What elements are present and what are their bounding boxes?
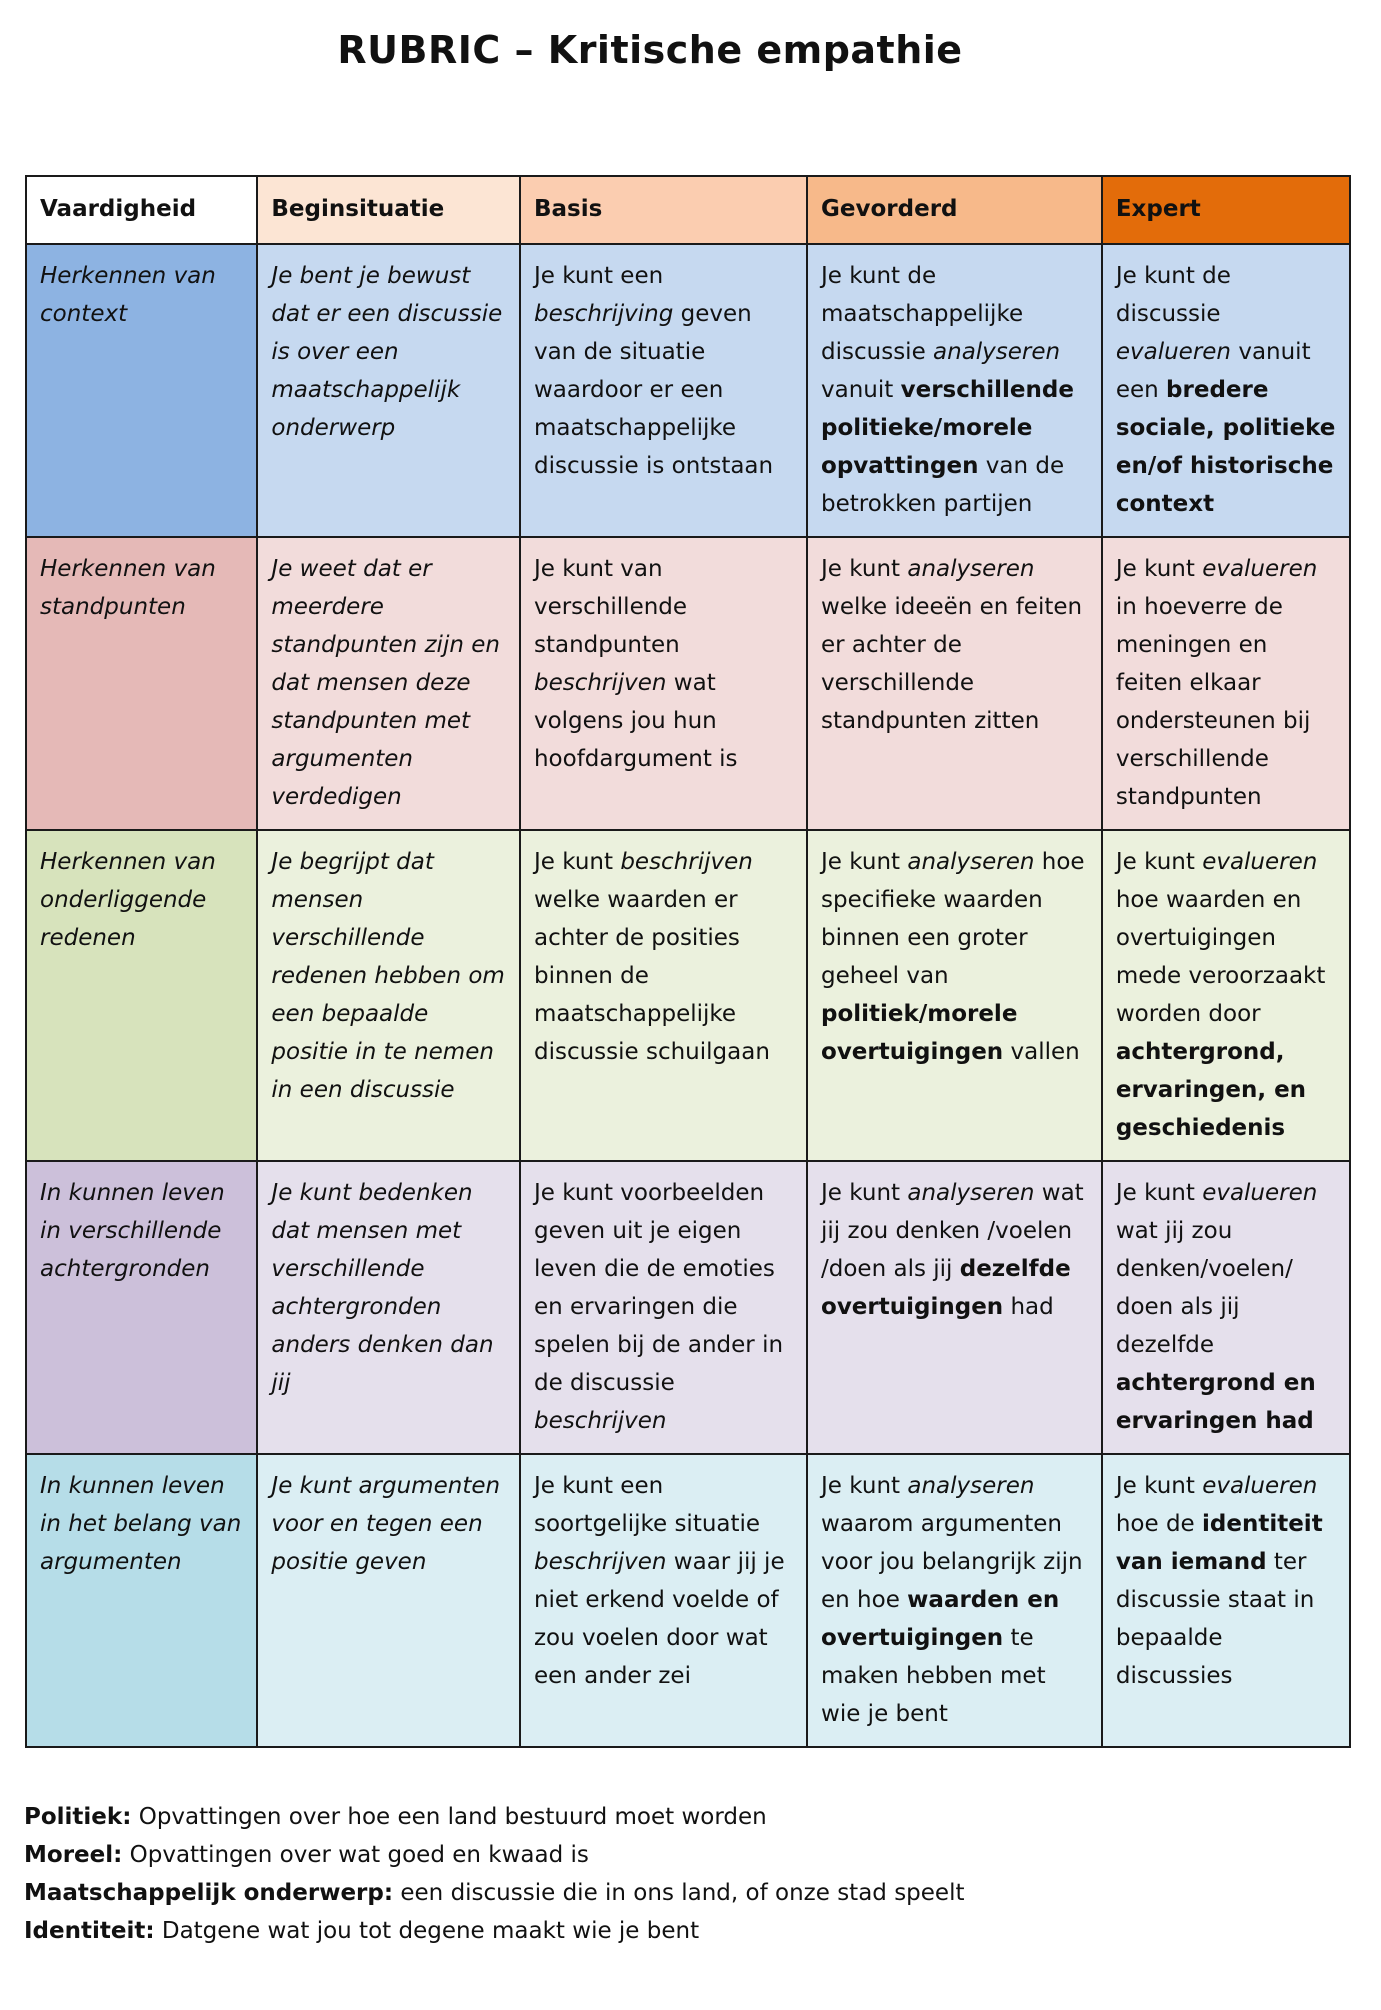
- level-cell-gevorderd: [807, 830, 1102, 1161]
- cell-text: evalueren: [1202, 556, 1318, 582]
- skill-cell: Herkennen van standpunten: [26, 537, 257, 830]
- cell-text: ter discussie staat in bepaalde discussies: [1115, 1549, 1315, 1689]
- header-row: [26, 176, 1350, 244]
- cell-text: politiek/morele overtuigingen: [821, 1001, 1018, 1065]
- cell-text: Je kunt: [821, 556, 908, 582]
- cell-text: wat jij zou denken/voelen/ doen als jij dezelfde: [1115, 1218, 1293, 1358]
- header-beginsituatie: Beginsituatie: [257, 176, 520, 244]
- cell-text: Je weet dat er meerdere standpunten zijn en dat mensen deze standpunten met argumenten verdedigen: [271, 556, 500, 810]
- cell-text: Je kunt: [1115, 556, 1203, 582]
- rubric-row: [26, 244, 1350, 537]
- rubric-table: [25, 175, 1351, 1748]
- cell-text: vallen: [1003, 1039, 1080, 1065]
- cell-text: Je bent je bewust dat er een discussie is over een maatschappelijk onderwerp: [271, 263, 503, 441]
- level-cell-expert: [1102, 1454, 1350, 1747]
- legend-term: Politiek:: [24, 1804, 132, 1830]
- cell-text: analyseren: [907, 556, 1035, 582]
- level-cell-gevorderd: [807, 244, 1102, 537]
- level-cell-expert: [1102, 244, 1350, 537]
- cell-text: hoe specifieke waarden binnen een groter geheel van: [821, 849, 1085, 989]
- level-cell-basis: [520, 537, 807, 830]
- legend-text: Opvattingen over hoe een land bestuurd moet worden: [131, 1804, 767, 1830]
- cell-text: verschillende politieke/morele opvattingen: [821, 377, 1074, 479]
- cell-text: evalueren: [1202, 1473, 1318, 1499]
- legend-item: [24, 1874, 965, 1912]
- cell-text: Je kunt een soortgelijke situatie: [533, 1473, 761, 1537]
- cell-text: Je kunt: [533, 849, 621, 875]
- legend-term: Maatschappelijk onderwerp:: [24, 1880, 394, 1906]
- cell-text: evalueren: [1202, 849, 1318, 875]
- level-cell-beginsituatie: [257, 1161, 520, 1454]
- cell-text: Je kunt: [821, 849, 908, 875]
- cell-text: evalueren: [1115, 339, 1232, 365]
- cell-text: Je kunt argumenten voor en tegen een positie geven: [271, 1473, 501, 1575]
- cell-text: in hoeverre de meningen en feiten elkaar ondersteunen bij verschillende standpunten: [1115, 594, 1311, 810]
- level-cell-beginsituatie: [257, 1454, 520, 1747]
- cell-text: hoe waarden en overtuigingen mede veroorzaakt worden door: [1115, 887, 1326, 1027]
- legend-item: [24, 1798, 965, 1836]
- level-cell-basis: [520, 244, 807, 537]
- skill-cell: In kunnen leven in verschillende achtergronden: [26, 1161, 257, 1454]
- cell-text: dezelfde overtuigingen: [821, 1256, 1071, 1320]
- level-cell-gevorderd: [807, 1454, 1102, 1747]
- legend-item: [24, 1836, 965, 1874]
- cell-text: vanuit een: [1115, 339, 1311, 403]
- cell-text: geven van de situatie waardoor er een maatschappelijke discussie is ontstaan: [533, 301, 774, 479]
- skill-cell: In kunnen leven in het belang van argumenten: [26, 1454, 257, 1747]
- cell-text: wat jij zou denken /voelen /doen als jij: [821, 1180, 1084, 1282]
- cell-text: Je kunt de discussie: [1115, 263, 1231, 327]
- legend-item: [24, 1912, 965, 1950]
- level-cell-beginsituatie: [257, 537, 520, 830]
- cell-text: achtergrond, ervaringen, en geschiedenis: [1115, 1039, 1307, 1141]
- level-cell-expert: [1102, 537, 1350, 830]
- cell-text: waar jij je niet erkend voelde of zou voelen door wat een ander zei: [533, 1549, 785, 1689]
- level-cell-basis: [520, 1454, 807, 1747]
- cell-text: Je kunt: [1115, 1180, 1203, 1206]
- rubric-row: [26, 1161, 1350, 1454]
- level-cell-basis: [520, 1161, 807, 1454]
- skill-cell: Herkennen van onderliggende redenen: [26, 830, 257, 1161]
- skill-cell: Herkennen van context: [26, 244, 257, 537]
- cell-text: Je kunt de maatschappelijke discussie: [821, 263, 1024, 365]
- rubric-row: [26, 1454, 1350, 1747]
- page-title: RUBRIC – Kritische empathie: [337, 28, 963, 72]
- rubric-row: [26, 830, 1350, 1161]
- cell-text: Je kunt een: [533, 263, 664, 289]
- cell-text: achtergrond en ervaringen had: [1115, 1370, 1316, 1434]
- cell-text: analyseren: [933, 339, 1061, 365]
- legend-term: Identiteit:: [24, 1918, 155, 1944]
- level-cell-expert: [1102, 830, 1350, 1161]
- cell-text: Je begrijpt dat mensen verschillende redenen hebben om een bepaalde positie in te nemen in een discussie: [271, 849, 505, 1103]
- cell-text: evalueren: [1202, 1180, 1318, 1206]
- cell-text: hoe de: [1115, 1511, 1203, 1537]
- legend: [24, 1798, 965, 1950]
- cell-text: Je kunt: [821, 1473, 908, 1499]
- level-cell-beginsituatie: [257, 244, 520, 537]
- cell-text: waarom argumenten voor jou belangrijk zijn en hoe: [821, 1511, 1083, 1613]
- level-cell-gevorderd: [807, 537, 1102, 830]
- legend-text: Datgene wat jou tot degene maakt wie je bent: [154, 1918, 700, 1944]
- cell-text: welke waarden er achter de posities binnen de maatschappelijke discussie schuilgaan: [533, 887, 770, 1065]
- cell-text: bredere sociale, politieke en/of historische context: [1115, 377, 1336, 517]
- level-cell-basis: [520, 830, 807, 1161]
- cell-text: te maken hebben met wie je bent: [821, 1625, 1046, 1727]
- legend-text: Opvattingen over wat goed en kwaad is: [122, 1842, 589, 1868]
- cell-text: analyseren: [907, 1180, 1035, 1206]
- cell-text: beschrijven: [533, 670, 667, 696]
- header-expert: Expert: [1102, 176, 1350, 244]
- header-vaardigheid: Vaardigheid: [26, 176, 257, 244]
- cell-text: Je kunt voorbeelden geven uit je eigen leven die de emoties en ervaringen die spelen bij de ander in de discussie: [533, 1180, 784, 1396]
- cell-text: analyseren: [907, 849, 1035, 875]
- cell-text: waarden en overtuigingen: [821, 1587, 1060, 1651]
- cell-text: wat volgens jou hun hoofdargument is: [533, 670, 738, 772]
- cell-text: had: [1003, 1294, 1054, 1320]
- cell-text: beschrijven: [533, 1408, 667, 1434]
- level-cell-beginsituatie: [257, 830, 520, 1161]
- cell-text: analyseren: [907, 1473, 1035, 1499]
- cell-text: Je kunt: [1115, 849, 1203, 875]
- cell-text: welke ideeën en feiten er achter de verschillende standpunten zitten: [821, 594, 1083, 734]
- cell-text: identiteit van iemand: [1115, 1511, 1323, 1575]
- header-gevorderd: Gevorderd: [807, 176, 1102, 244]
- cell-text: Je kunt van verschillende standpunten: [533, 556, 688, 658]
- level-cell-expert: [1102, 1161, 1350, 1454]
- cell-text: beschrijven: [533, 1549, 667, 1575]
- cell-text: van de betrokken partijen: [821, 453, 1065, 517]
- cell-text: vanuit: [821, 377, 901, 403]
- header-basis: Basis: [520, 176, 807, 244]
- cell-text: beschrijving: [533, 301, 674, 327]
- cell-text: Je kunt: [1115, 1473, 1203, 1499]
- rubric-row: [26, 537, 1350, 830]
- cell-text: beschrijven: [620, 849, 753, 875]
- level-cell-gevorderd: [807, 1161, 1102, 1454]
- legend-term: Moreel:: [24, 1842, 123, 1868]
- cell-text: Je kunt bedenken dat mensen met verschillende achtergronden anders denken dan jij: [271, 1180, 494, 1396]
- cell-text: Je kunt: [821, 1180, 908, 1206]
- legend-text: een discussie die in ons land, of onze stad speelt: [393, 1880, 965, 1906]
